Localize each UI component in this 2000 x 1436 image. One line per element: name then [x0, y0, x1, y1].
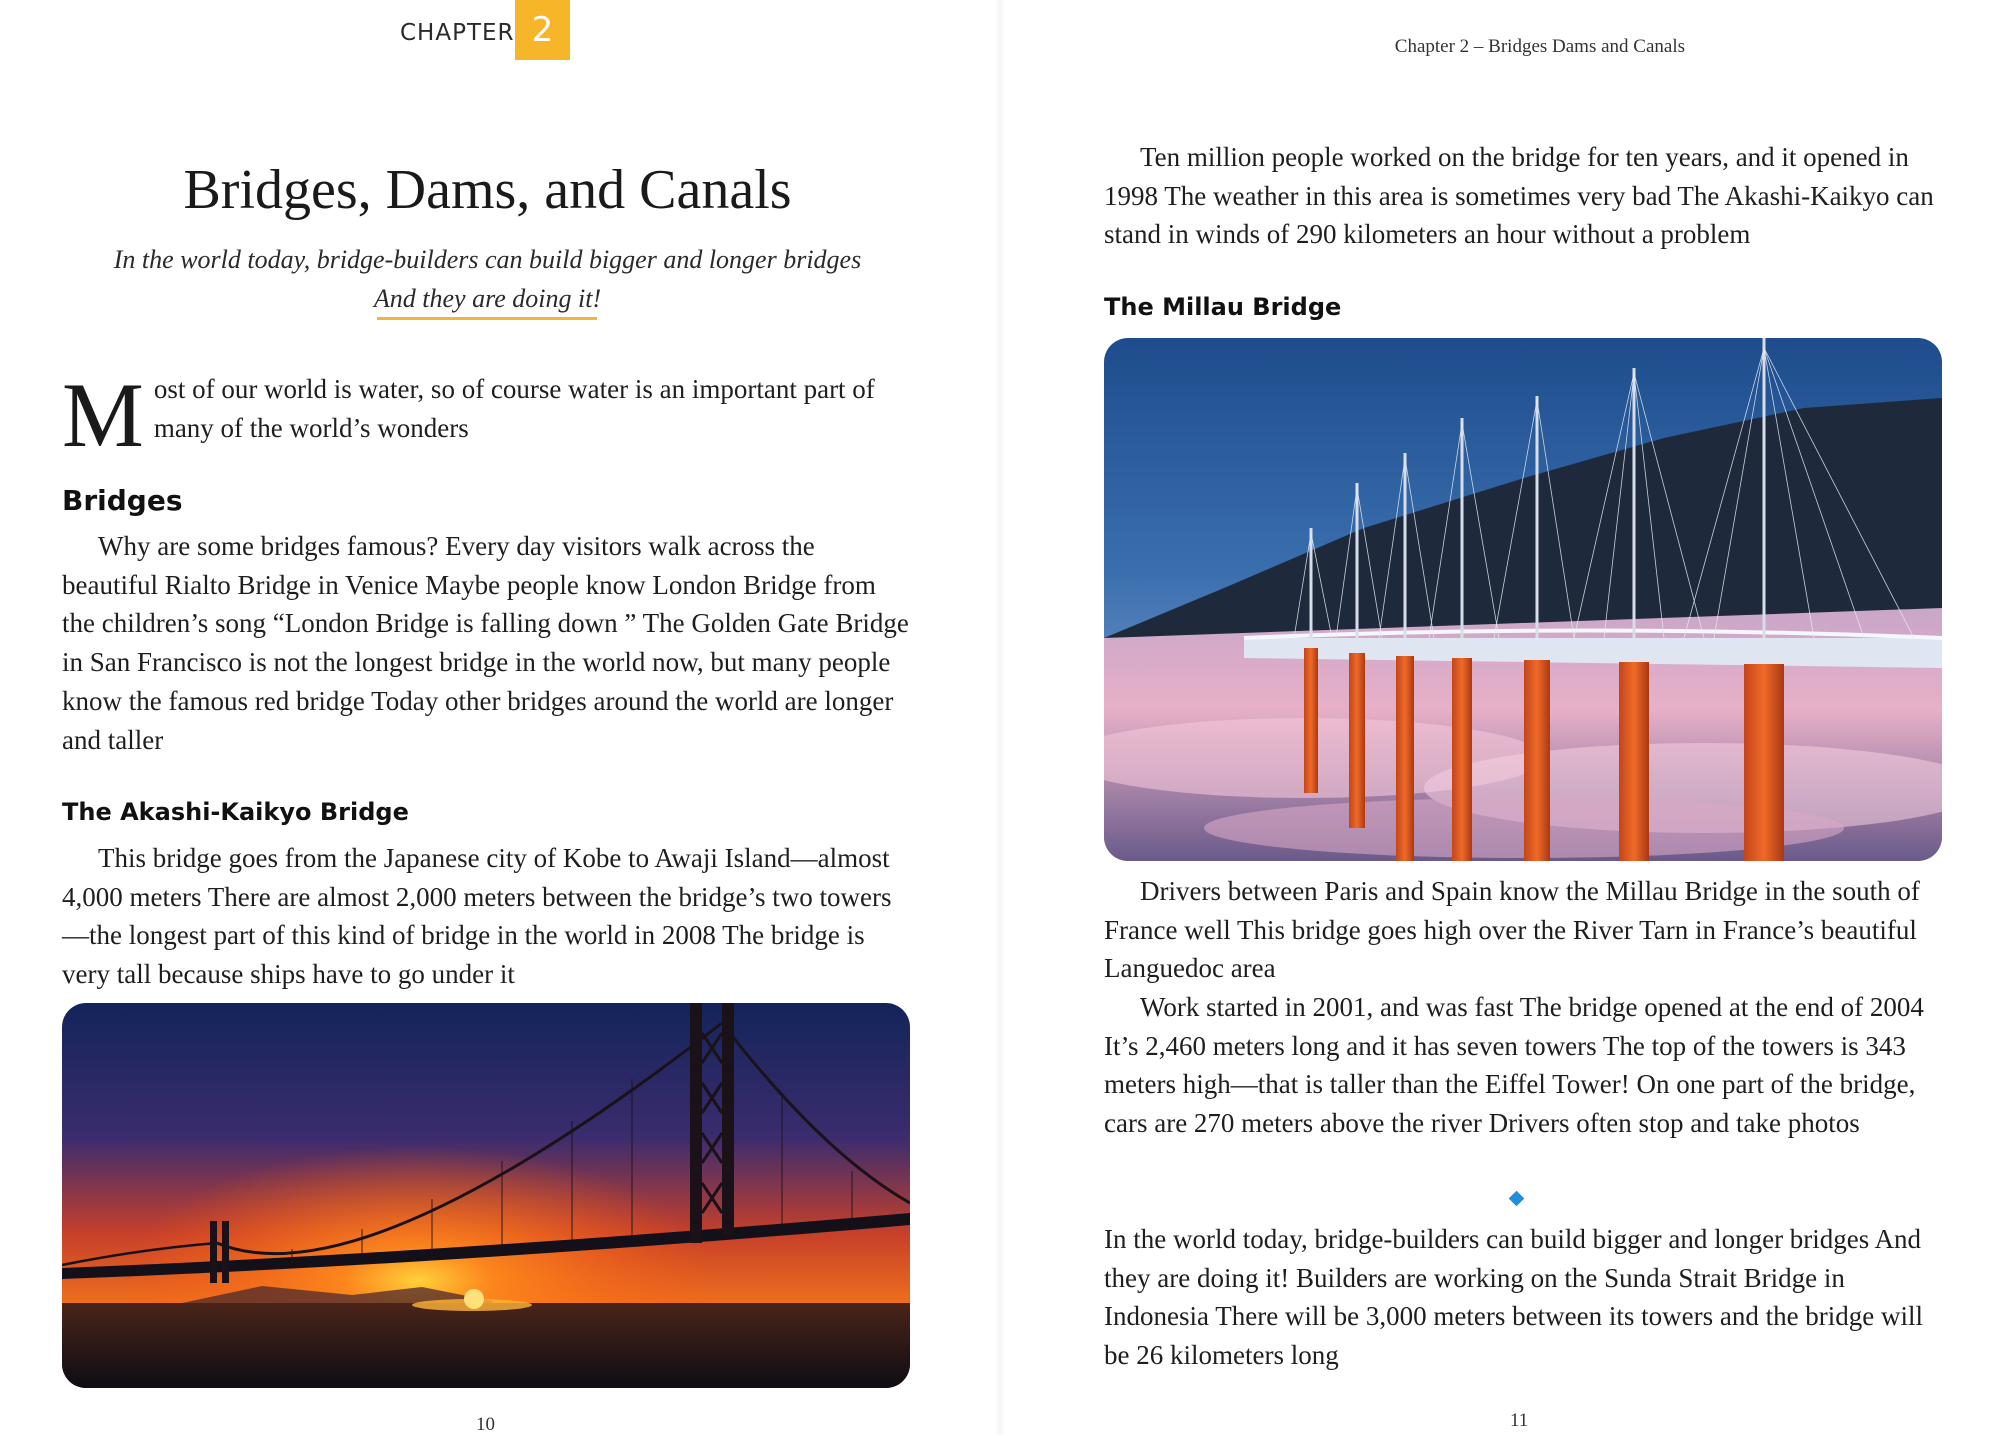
chapter-title: Bridges, Dams, and Canals: [183, 159, 792, 221]
page-number-right: 11: [1510, 1410, 1529, 1431]
running-head: Chapter 2 – Bridges Dams and Canals: [1394, 36, 1685, 57]
millau-paragraph-2: Work started in 2001, and was fast The bridge opened at the end of 2004 It’s 2,460 meters long and it has seven towers The top of the towers is 343 meters high—that is taller than the Eiffel Tower! On one part of the bridge, cars are 270 meters above the river Drivers often stop and take photos: [1104, 992, 1924, 1139]
heading-bridges: Bridges: [62, 484, 183, 517]
bridges-paragraph: Why are some bridges famous? Every day visitors walk across the beautiful Rialto Bridge in Venice Maybe people know London Bridge from the children’s song “London Bridge is falling down ” The Golden Gate Bridge in San Francisco is not the longest bridge in the world now, but many people know the famous red bridge Today other bridges around the world are longer and taller: [62, 531, 909, 755]
millau-fog-image: [1104, 338, 1942, 861]
intro-text: ost of our world is water, so of course water is an important part of many of the world’s wonders: [153, 374, 875, 443]
akashi-paragraph: This bridge goes from the Japanese city of Kobe to Awaji Island—almost 4,000 meters There are almost 2,000 meters between the bridge’s two towers—the longest part of this kind of bridge in the world in 2008 The bridge is very tall because ships have to go under it: [62, 843, 892, 990]
page-number-left: 10: [476, 1414, 495, 1435]
millau-paragraph-1: Drivers between Paris and Spain know the Millau Bridge in the south of France well This bridge goes high over the River Tarn in France’s beautiful Languedoc area: [1104, 876, 1920, 984]
subtitle-line-1: In the world today, bridge-builders can build bigger and longer bridges: [113, 245, 862, 274]
akashi-continued-paragraph: Ten million people worked on the bridge for ten years, and it opened in 1998 The weather in this area is sometimes very bad The Akashi-Kaikyo can stand in winds of 290 kilometers an hour without a problem: [1104, 142, 1934, 250]
intro-paragraph: [62, 364, 907, 466]
millau-bridge-photo: [1104, 338, 1942, 861]
left-page: [0, 0, 1000, 1435]
subtitle-underline: [377, 317, 597, 320]
chapter-subtitle: [60, 240, 915, 318]
chapter-number-badge: 2: [515, 0, 570, 60]
subtitle-line-2: And they are doing it!: [373, 284, 602, 313]
closing-paragraph: In the world today, bridge-builders can build bigger and longer bridges And they are doing it! Builders are working on the Sunda Strait Bridge in Indonesia There will be 3,000 meters between its towers and the bridge will be 26 kilometers long: [1104, 1224, 1924, 1371]
heading-millau: The Millau Bridge: [1104, 293, 1342, 321]
chapter-label: CHAPTER: [400, 20, 515, 46]
heading-akashi-kaikyo: The Akashi-Kaikyo Bridge: [62, 798, 409, 826]
akashi-sunset-image: [62, 1003, 910, 1388]
akashi-bridge-photo: [62, 1003, 910, 1388]
drop-cap: M: [62, 364, 144, 466]
